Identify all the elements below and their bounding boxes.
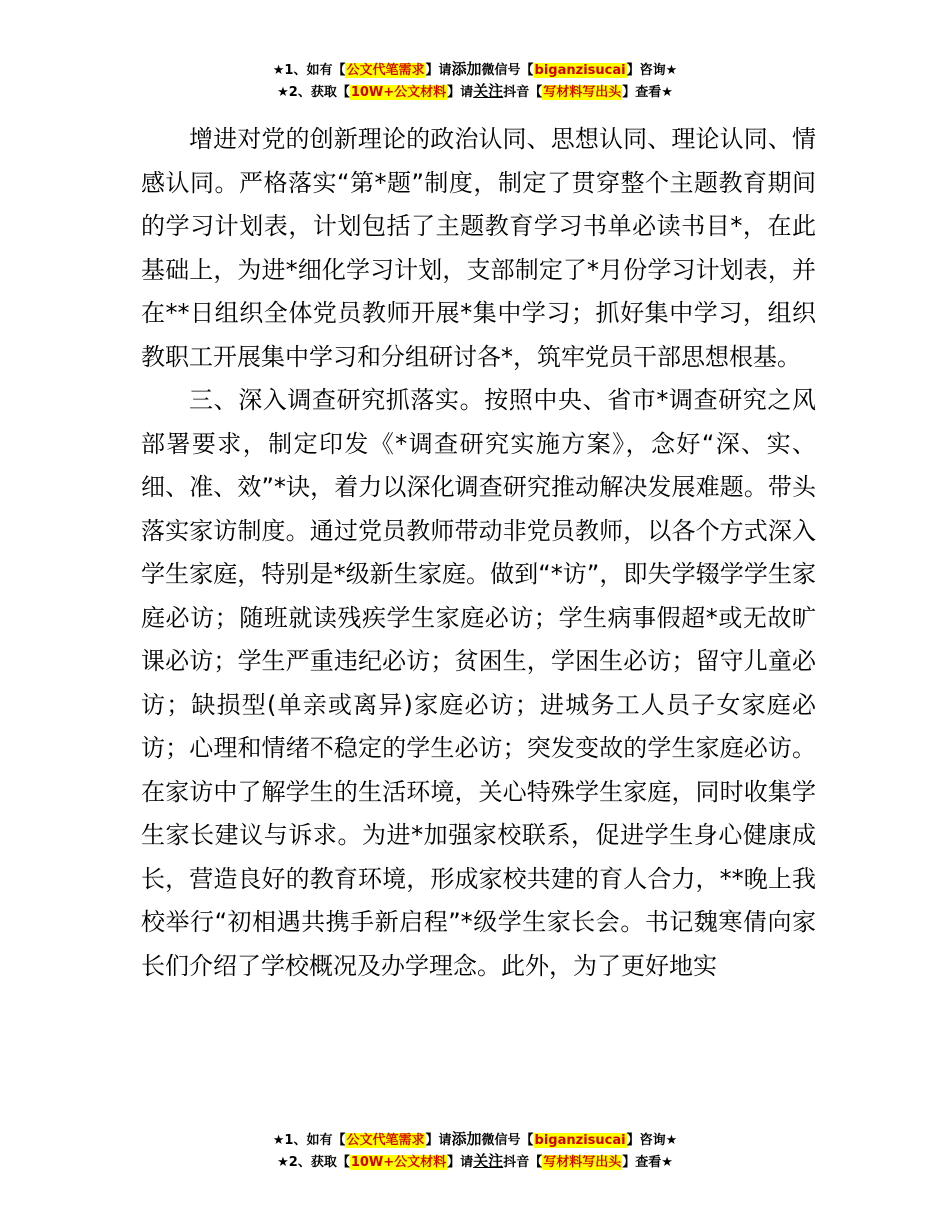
banner-text: ★2、获取【 <box>277 1155 350 1170</box>
banner-highlight: 10W+公文材料 <box>350 1155 447 1170</box>
text-line: 情感认同。严格落实“第*题”制度，制定了贯穿整个主题教育 <box>141 125 816 197</box>
text-line: 个方式深入学生家庭，特别是*级新生家庭。做到“*访”，即 <box>141 516 817 588</box>
text-line: 生必访；留守儿童必访；缺损型(单亲或离异)家庭必访；进城 <box>141 647 817 719</box>
text-line: 实、细、准、效”*诀，着力以深化调查研究推动解决发展难 <box>141 429 817 501</box>
text-line: 三、深入调查研究抓落实。按照中央、省市*调查研究之 <box>189 386 792 414</box>
document-body <box>141 118 816 988</box>
text-line: *，在此基础上，为进*细化学习计划，支部制定了*月份学习 <box>141 212 817 284</box>
text-line: 变故的学生家庭必访。在家访中了解学生的生活环境，关心特 <box>141 734 816 806</box>
banner-line-2 <box>0 80 950 102</box>
banner-text: ★1、如有【 <box>272 1133 346 1148</box>
banner-text: 】咨询★ <box>626 1133 678 1148</box>
banner-text: 】请 <box>447 85 474 100</box>
banner-text: 微信号【 <box>481 63 534 78</box>
banner-highlight: 写材料写出头 <box>543 85 622 100</box>
footer-banner <box>0 1128 950 1172</box>
banner-text: 】咨询★ <box>626 63 678 78</box>
banner-emphasis: 关注 <box>473 82 504 100</box>
banner-text: 】查看★ <box>622 85 673 100</box>
paragraph-1 <box>141 118 816 379</box>
text-line: 联系，促进学生身心健康成长，营造良好的教育环境，形成家 <box>141 821 817 893</box>
banner-text: ★2、获取【 <box>277 85 350 100</box>
header-banner <box>0 58 950 102</box>
text-line: 事假超*或无故旷课必访；学生严重违纪必访；贫困生，学困 <box>141 603 816 675</box>
banner-emphasis: 关注 <box>473 1152 504 1170</box>
text-line: 题。带头落实家访制度。通过党员教师带动非党员教师，以各 <box>141 473 817 545</box>
banner-highlight: 公文代笔需求 <box>346 1133 425 1148</box>
text-line: 级学生家长会。书记魏寒倩向家长们介绍了学校概况及办学理 <box>141 908 816 980</box>
banner-line-1 <box>0 58 950 80</box>
text-line: 干部思想根基。 <box>633 342 801 371</box>
banner-text: 抖音【 <box>503 85 543 100</box>
banner-text: 】请 <box>425 1133 452 1148</box>
banner-text: ★1、如有【 <box>272 63 346 78</box>
banner-text: 】请 <box>447 1155 474 1170</box>
text-line: 念。此外，为了更好地实 <box>453 951 717 980</box>
text-line: 殊学生家庭，同时收集学生家长建议与诉求。为进*加强家校 <box>141 777 817 849</box>
text-line: 务工人员子女家庭必访；心理和情绪不稳定的学生必访；突发 <box>141 690 816 762</box>
banner-highlight: biganzisucai <box>534 63 626 78</box>
paragraph-2 <box>141 379 816 988</box>
text-line: 增进对党的创新理论的政治认同、思想认同、理论认同、 <box>189 125 792 153</box>
text-line: 计划表，并在**日组织全体党员教师开展*集中学习；抓好集 <box>141 255 817 327</box>
banner-highlight: 公文代笔需求 <box>346 63 425 78</box>
banner-line-2 <box>0 1150 950 1172</box>
banner-highlight: biganzisucai <box>534 1133 626 1148</box>
banner-text: 】请 <box>425 63 452 78</box>
banner-text: 微信号【 <box>481 1133 534 1148</box>
text-line: 期间的学习计划表，计划包括了主题教育学习书单必读书目 <box>141 168 817 240</box>
banner-highlight: 10W+公文材料 <box>350 85 447 100</box>
text-line: 失学辍学学生家庭必访；随班就读残疾学生家庭必访；学生病 <box>141 560 817 632</box>
banner-text: 】查看★ <box>622 1155 673 1170</box>
banner-text: 抖音【 <box>503 1155 543 1170</box>
text-line: 校共建的育人合力，**晚上我校举行“初相遇共携手新启程”* <box>141 864 817 936</box>
text-line: 中学习，组织教职工开展集中学习和分组研讨各*，筑牢党员 <box>141 299 817 371</box>
banner-emphasis: 添加 <box>451 1130 482 1148</box>
banner-line-1 <box>0 1128 950 1150</box>
text-line: 风部署要求，制定印发《*调查研究实施方案》，念好“深、 <box>141 386 816 458</box>
banner-highlight: 写材料写出头 <box>543 1155 622 1170</box>
banner-emphasis: 添加 <box>451 60 482 78</box>
